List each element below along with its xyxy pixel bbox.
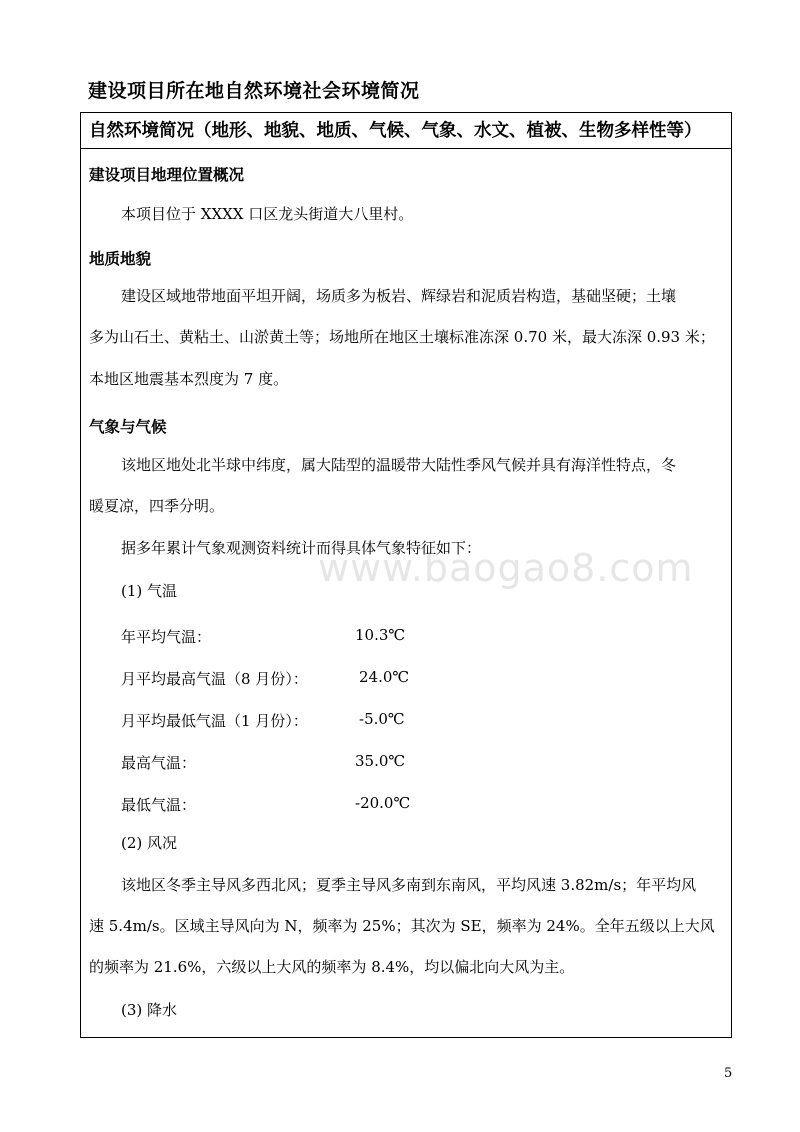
temp-label: 最高气温：: [121, 754, 197, 772]
wind-line-2: 速 5.4m/s。区域主导风向为 N，频率为 25%；其次为 SE，频率为 24%。全年五级以上大风: [89, 917, 715, 935]
watermark: www.baogao8.com: [318, 546, 694, 590]
temp-label: 月平均最高气温（8 月份）：: [121, 670, 308, 688]
temp-label: 最低气温：: [121, 796, 197, 814]
location-heading: 建设项目地理位置概况: [89, 166, 245, 184]
geology-line-2: 多为山石土、黄粘土、山淤黄土等；场地所在地区土壤标准冻深 0.70 米，最大冻深 0.93 米；: [89, 328, 715, 346]
temp-label: 年平均气温：: [121, 628, 212, 646]
climate-intro: 据多年累计气象观测资料统计而得具体气象特征如下：: [121, 539, 482, 557]
temp-heading: (1) 气温: [121, 582, 178, 600]
geology-line-3: 本地区地震基本烈度为 7 度。: [89, 370, 289, 388]
climate-heading: 气象与气候: [89, 418, 167, 436]
location-text: 本项目位于 XXXX 口区龙头街道大八里村。: [121, 205, 414, 223]
temp-value: -20.0℃: [355, 794, 411, 812]
temp-value: -5.0℃: [359, 710, 405, 728]
geology-heading: 地质地貌: [89, 250, 152, 268]
temp-value: 35.0℃: [355, 752, 406, 770]
climate-line-1: 该地区地处北半球中纬度，属大陆型的温暖带大陆性季风气候并具有海洋性特点，冬: [121, 456, 677, 474]
content-box: [80, 112, 732, 1038]
page-title: 建设项目所在地自然环境社会环境简况: [88, 80, 420, 102]
page-number: 5: [724, 1066, 733, 1081]
wind-heading: (2) 风况: [121, 834, 178, 852]
temp-value: 24.0℃: [359, 668, 410, 686]
temp-label: 月平均最低气温（1 月份）：: [121, 712, 308, 730]
geology-line-1: 建设区域地带地面平坦开阔，场质多为板岩、辉绿岩和泥质岩构造，基础坚硬；土壤: [121, 287, 677, 305]
rain-heading: (3) 降水: [121, 1001, 178, 1019]
box-header: 自然环境简况（地形、地貌、地质、气候、气象、水文、植被、生物多样性等）: [81, 113, 731, 149]
climate-line-2: 暖夏凉，四季分明。: [89, 497, 225, 515]
temp-value: 10.3℃: [355, 626, 406, 644]
wind-line-3: 的频率为 21.6%，六级以上大风的频率为 8.4%，均以偏北向大风为主。: [89, 958, 575, 976]
wind-line-1: 该地区冬季主导风多西北风；夏季主导风多南到东南风，平均风速 3.82m/s；年平均风: [121, 876, 697, 894]
